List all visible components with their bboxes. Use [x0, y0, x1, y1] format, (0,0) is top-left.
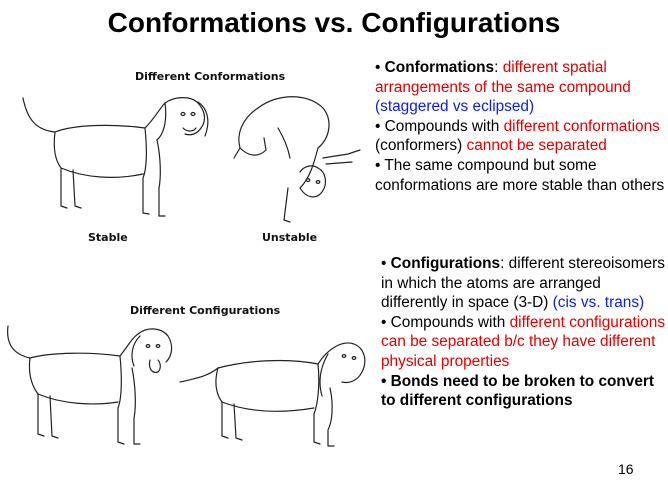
conformations-figure-heading: Different Conformations [135, 70, 286, 83]
conformers-bullet: • Compounds with different conformations (conformers) cannot be separated [375, 117, 660, 155]
unstable-caption: Unstable [262, 231, 318, 244]
stable-caption: Stable [88, 231, 128, 244]
stable-dog-illustration [15, 88, 220, 228]
configurations-figure-heading: Different Configurations [130, 304, 281, 317]
conformations-definition-bullet: • Conformations: different spatial arrangements of the same compound (staggered vs eclipsed) [375, 59, 631, 116]
configurations-term: Configurations [390, 255, 501, 272]
configurations-definition-bullet: • Configurations: different stereoisomers in which the atoms are arranged differently in space (3-D) (cis vs. trans) [381, 255, 665, 312]
left-configuration-dog-illustration [2, 322, 180, 457]
conformations-bullets [375, 58, 665, 195]
conformations-term: Conformations [384, 59, 495, 76]
slide-title: Conformations vs. Configurations [107, 7, 561, 38]
bonds-bullet: • Bonds need to be broken to convert to different configurations [381, 372, 655, 410]
page-number: 16 [618, 461, 634, 477]
conformations-definition: different spatial arrangements of the same compound [375, 59, 631, 96]
configurations-example: (cis vs. trans) [552, 294, 645, 312]
stability-bullet: • The same compound but some conformations are more stable than others [375, 156, 665, 194]
configurations-bullets [381, 254, 666, 411]
conformations-example: (staggered vs eclipsed) [375, 98, 535, 116]
right-configuration-dog-illustration [178, 338, 373, 458]
separable-bullet: • Compounds with different configurations can be separated b/c they have different physical properties [381, 313, 666, 370]
unstable-dog-illustration [218, 88, 366, 230]
